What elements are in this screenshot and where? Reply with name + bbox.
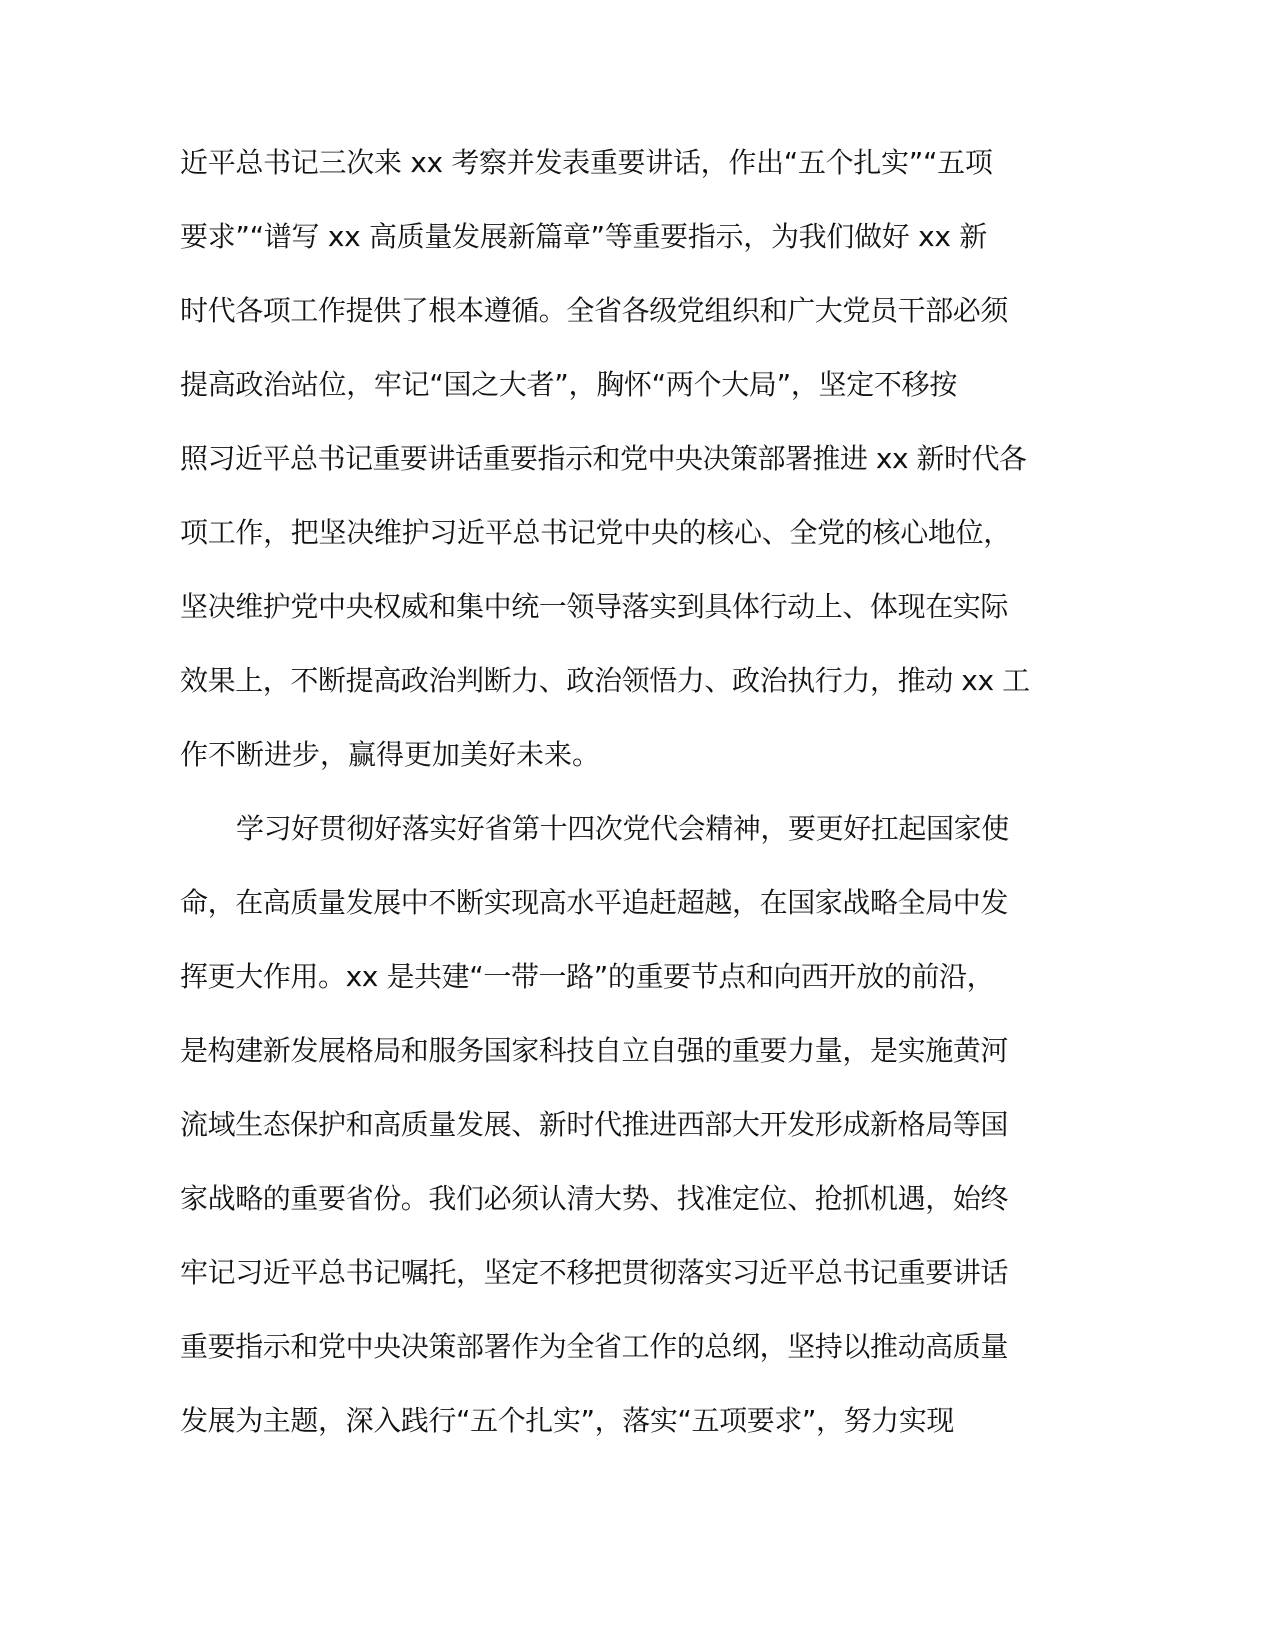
text-line: 发展为主题，深入践行“五个扎实”，落实“五项要求”，努力实现 <box>180 1404 955 1437</box>
text-line: 挥更大作用。xx 是共建“一带一路”的重要节点和向西开放的前沿， <box>180 960 995 993</box>
text-line: 项工作，把坚决维护习近平总书记党中央的核心、全党的核心地位， <box>180 516 1012 549</box>
paragraph-first-line: 学习好贯彻好落实好省第十四次党代会精神，要更好扛起国家使 <box>236 812 1009 845</box>
text-line: 流域生态保护和高质量发展、新时代推进西部大开发形成新格局等国 <box>180 1108 1009 1141</box>
text-line: 要求”“谱写 xx 高质量发展新篇章”等重要指示，为我们做好 xx 新 <box>180 220 987 253</box>
text-line: 近平总书记三次来 xx 考察并发表重要讲话，作出“五个扎实”“五项 <box>180 146 993 179</box>
text-line: 照习近平总书记重要讲话重要指示和党中央决策部署推进 xx 新时代各 <box>180 442 1027 475</box>
text-line: 作不断进步，赢得更加美好未来。 <box>180 738 601 771</box>
text-line: 坚决维护党中央权威和集中统一领导落实到具体行动上、体现在实际 <box>180 590 1009 623</box>
text-line: 时代各项工作提供了根本遵循。全省各级党组织和广大党员干部必须 <box>180 294 1009 327</box>
text-line: 是构建新发展格局和服务国家科技自立自强的重要力量，是实施黄河 <box>180 1034 1009 1067</box>
text-line: 牢记习近平总书记嘱托，坚定不移把贯彻落实习近平总书记重要讲话 <box>180 1256 1009 1289</box>
text-line: 效果上，不断提高政治判断力、政治领悟力、政治执行力，推动 xx 工 <box>180 664 1030 697</box>
text-line: 重要指示和党中央决策部署作为全省工作的总纲，坚持以推动高质量 <box>180 1330 1009 1363</box>
text-line: 命，在高质量发展中不断实现高水平追赶超越，在国家战略全局中发 <box>180 886 1009 919</box>
text-line: 家战略的重要省份。我们必须认清大势、找准定位、抢抓机遇，始终 <box>180 1182 1009 1215</box>
document-body <box>180 126 1040 1458</box>
text-line: 提高政治站位，牢记“国之大者”，胸怀“两个大局”，坚定不移按 <box>180 368 958 401</box>
